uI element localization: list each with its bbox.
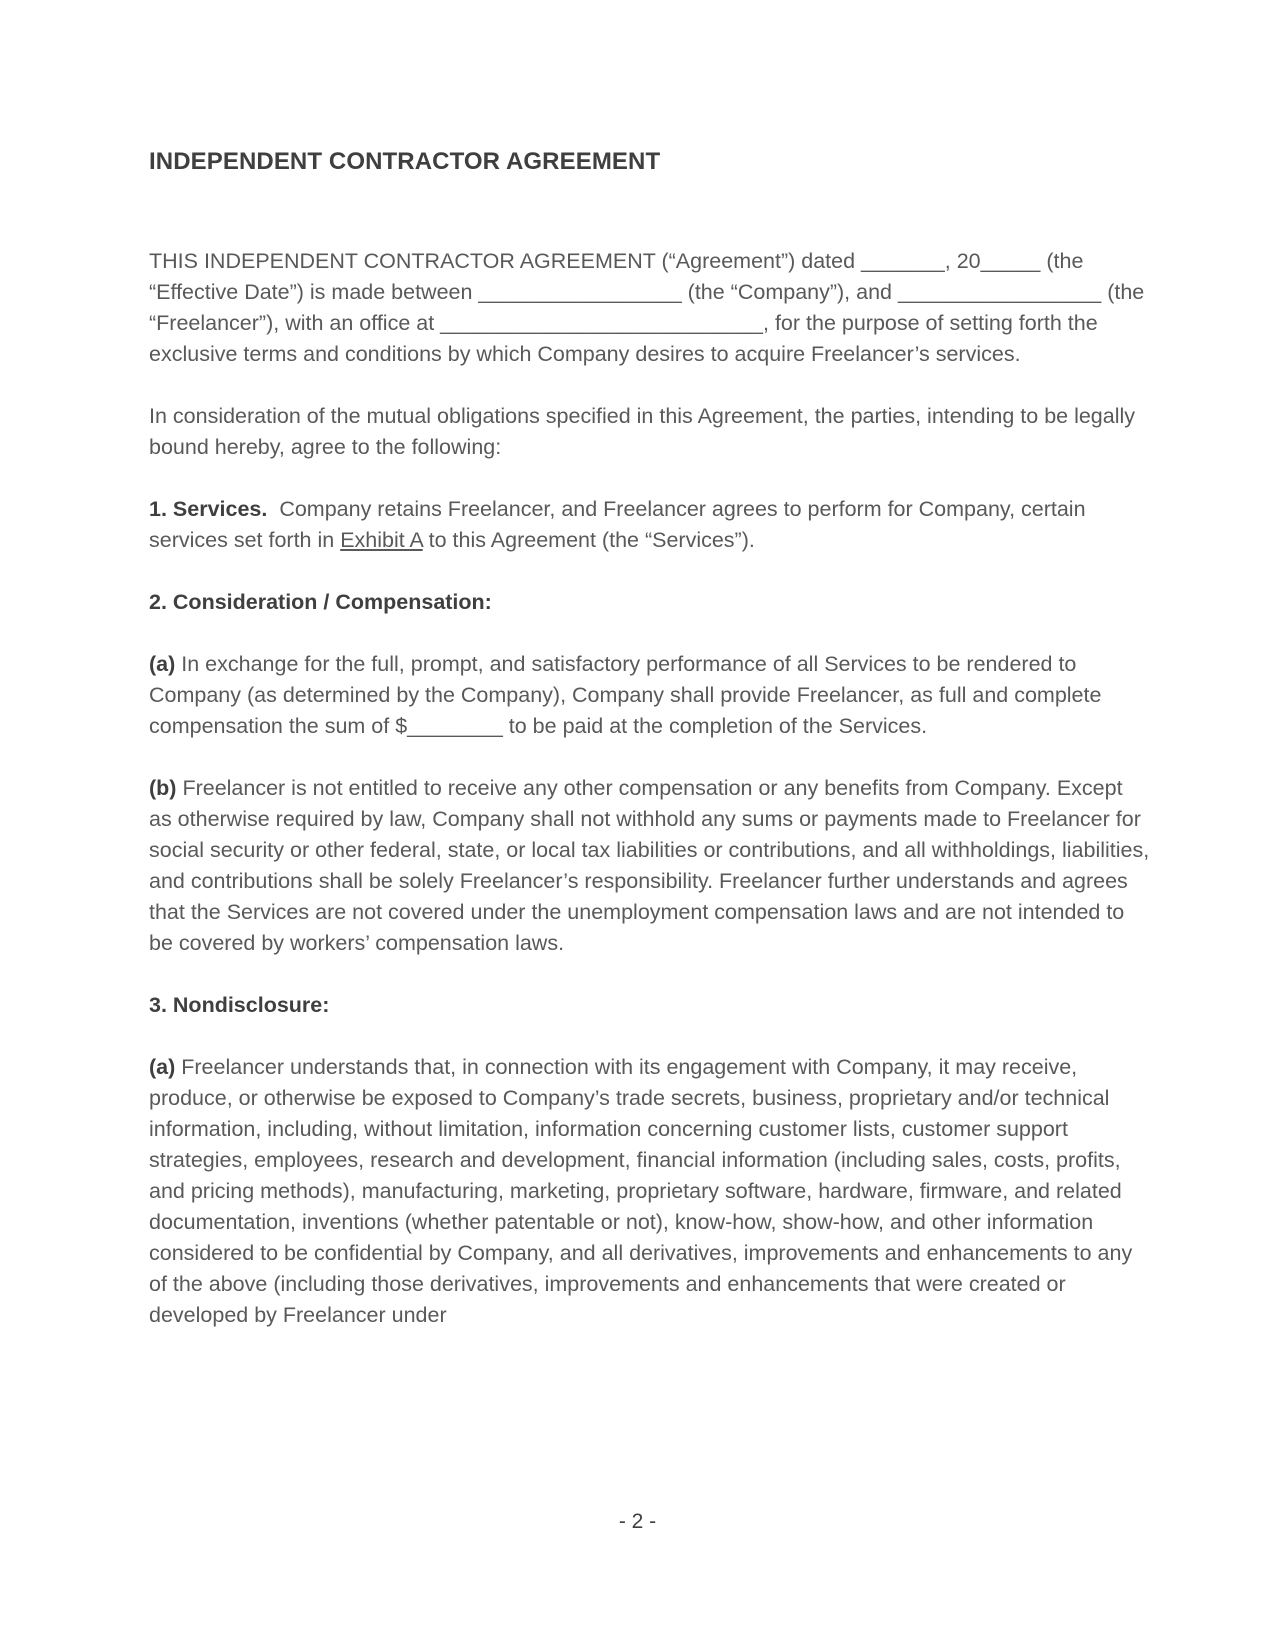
section-3-heading: 3. Nondisclosure:	[149, 993, 330, 1017]
section-3a-paragraph	[149, 1052, 1151, 1331]
spacer	[149, 556, 1151, 587]
section-3a-text: Freelancer understands that, in connection with its engagement with Company, it may receive, produce, or otherwise be exposed to Company’s trade secrets, business, proprietary and/or technical information, including, without limitation, information concerning customer lists, customer support strategies, employees, research and development, financial information (including sales, costs, profits, and pricing methods), manufacturing, marketing, proprietary software, hardware, firmware, and related documentation, inventions (whether patentable or not), know-how, show-how, and other information considered to be confidential by Company, and all derivatives, improvements and enhancements to any of the above (including those derivatives, improvements and enhancements that were created or developed by Freelancer under	[149, 1055, 1133, 1327]
section-2b-text: Freelancer is not entitled to receive any other compensation or any benefits from Company. Except as otherwise required by law, Company shall not withhold any sums or payments made to Freelancer for social security or other federal, state, or local tax liabilities or contributions, and all withholdings, liabilities, and contributions shall be solely Freelancer’s responsibility. Freelancer further understands and agrees that the Services are not covered under the unemployment compensation laws and are not intended to be covered by workers’ compensation laws.	[149, 776, 1150, 955]
section-3a-label: (a)	[149, 1055, 176, 1079]
exhibit-a-link[interactable]: Exhibit A	[340, 528, 423, 552]
spacer	[149, 463, 1151, 494]
section-1-text-before-link: Company retains Freelancer, and Freelancer agrees to perform for Company, certain services set forth in	[149, 497, 1086, 552]
section-2a-text: In exchange for the full, prompt, and satisfactory performance of all Services to be rendered to Company (as determined by the Company), Company shall provide Freelancer, as full and complete compensation the sum of $________ to be paid at the completion of the Services.	[149, 652, 1102, 738]
spacer	[149, 742, 1151, 773]
section-2-heading: 2. Consideration / Compensation:	[149, 590, 492, 614]
page-number: - 2 -	[618, 1510, 657, 1533]
section-1-label: 1. Services.	[149, 497, 268, 521]
section-2a-label: (a)	[149, 652, 176, 676]
intro-paragraph: THIS INDEPENDENT CONTRACTOR AGREEMENT (“Agreement”) dated _______, 20_____ (the “Effective Date”) is made between _________________ (the “Company”), and _________________ (the “Freelancer”), with an office at ___________________________, for the purpose of setting forth the exclusive terms and conditions by which Company desires to acquire Freelancer’s services.	[149, 249, 1145, 366]
section-2b-label: (b)	[149, 776, 177, 800]
section-2b-paragraph	[149, 773, 1151, 959]
document-title: INDEPENDENT CONTRACTOR AGREEMENT	[149, 148, 661, 175]
spacer	[149, 618, 1151, 649]
spacer	[149, 178, 1151, 246]
spacer	[149, 959, 1151, 990]
section-1-services	[149, 494, 1151, 556]
section-1-text-after-link: to this Agreement (the “Services”).	[422, 528, 755, 552]
section-2a-paragraph	[149, 649, 1151, 742]
consideration-paragraph: In consideration of the mutual obligations specified in this Agreement, the parties, intending to be legally bound hereby, agree to the following:	[149, 404, 1136, 459]
spacer	[149, 370, 1151, 401]
document-page	[149, 146, 1151, 1331]
spacer	[149, 1021, 1151, 1052]
